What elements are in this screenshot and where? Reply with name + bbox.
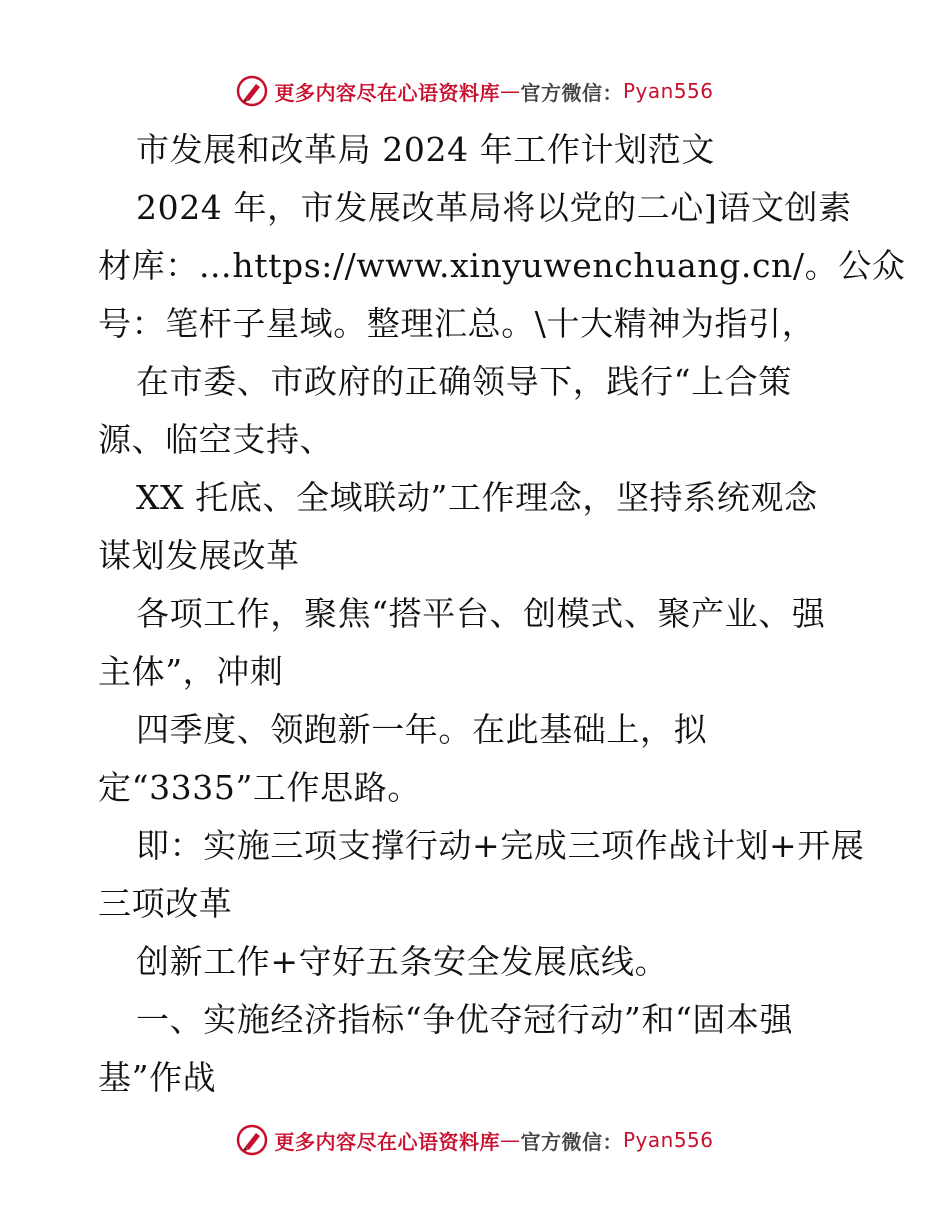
- paragraph-line: 即：实施三项支撑行动+完成三项作战计划+开展: [136, 826, 865, 865]
- paragraph-line: 2024 年，市发展改革局将以党的二心]语文创素: [136, 188, 852, 227]
- paragraph-line: 材库：…https://www.xinyuwenchuang.cn/。公众: [98, 246, 906, 285]
- banner-wechat-id: Pyan556: [622, 1128, 714, 1152]
- banner-separator: —: [499, 79, 521, 103]
- section-heading-line: 一、实施经济指标“争优夺冠行动”和“固本强: [136, 1000, 794, 1039]
- paragraph-line: 各项工作，聚焦“搭平台、创模式、聚产业、强: [136, 594, 826, 633]
- paragraph-line: 在市委、市政府的正确领导下，践行“上合策: [136, 362, 792, 401]
- paragraph-line: 三项改革: [98, 884, 233, 923]
- paragraph-line: 号：笔杆子星域。整理汇总。\十大精神为指引，: [98, 304, 816, 343]
- section-heading-line: 基”作战: [98, 1058, 217, 1097]
- paragraph-line: 四季度、领跑新一年。在此基础上，拟: [136, 710, 708, 749]
- paragraph-line: 创新工作+守好五条安全发展底线。: [136, 942, 669, 981]
- pen-logo-icon: [236, 1124, 268, 1156]
- pen-logo-icon: [236, 75, 268, 107]
- banner-brand-text: 更多内容尽在心语资料库: [274, 1129, 500, 1154]
- header-watermark-banner: [0, 71, 950, 111]
- banner-brand-text: 更多内容尽在心语资料库: [274, 80, 500, 105]
- footer-watermark-banner: [0, 1120, 950, 1160]
- banner-wechat-label: 官方微信：: [520, 1129, 623, 1154]
- banner-wechat-id: Pyan556: [622, 79, 714, 103]
- paragraph-line: XX 托底、全域联动”工作理念，坚持系统观念: [136, 478, 818, 517]
- document-body: [98, 121, 906, 1107]
- document-title-line: 市发展和改革局 2024 年工作计划范文: [136, 130, 715, 169]
- paragraph-line: 谋划发展改革: [98, 536, 300, 575]
- paragraph-line: 主体”，冲刺: [98, 652, 284, 691]
- paragraph-line: 定“3335”工作思路。: [98, 768, 421, 807]
- banner-wechat-label: 官方微信：: [520, 80, 623, 105]
- banner-separator: —: [499, 1128, 521, 1152]
- paragraph-line: 源、临空支持、: [98, 420, 334, 459]
